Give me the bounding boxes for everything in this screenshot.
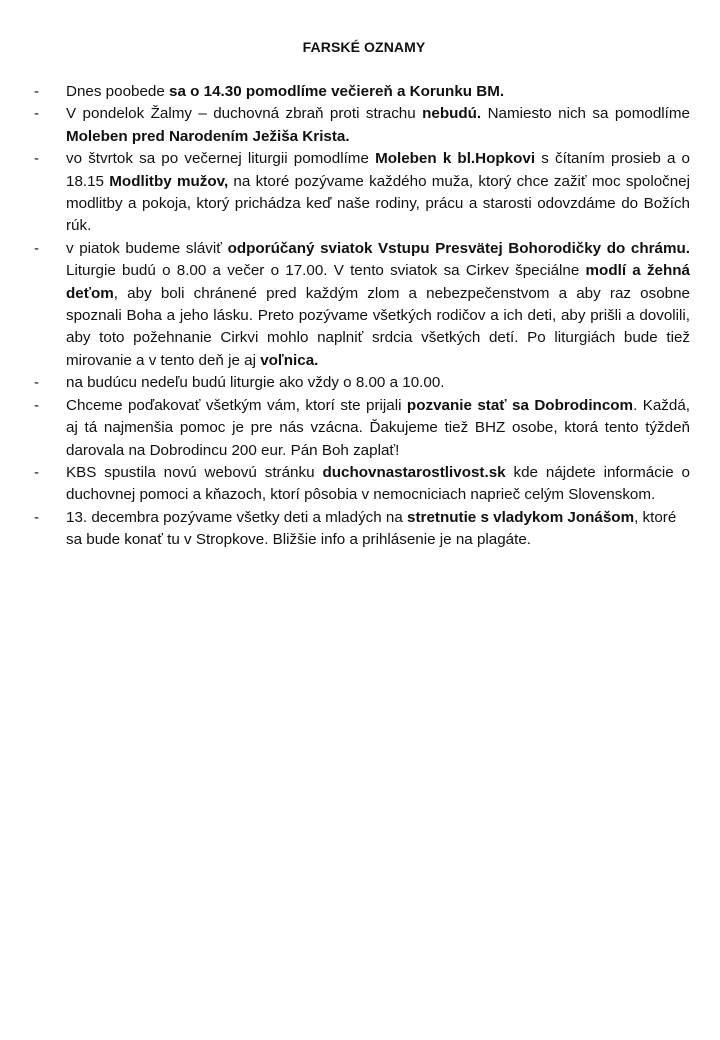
list-item bbox=[34, 148, 690, 238]
item-text: kde nájdete informácie o duchovnej pomoci a kňazoch, ktorí pôsobia v nemocniciach naprieč celým Slovenskom. bbox=[66, 463, 690, 504]
item-text-bold: stretnutie s vladykom Jonášom bbox=[407, 508, 635, 526]
bullet-dash: - bbox=[34, 105, 40, 123]
item-text: na budúcu nedeľu budú liturgie ako vždy o 8.00 a 10.00. bbox=[66, 374, 445, 392]
bullet-dash: - bbox=[34, 508, 40, 526]
bullet-dash: - bbox=[34, 396, 40, 414]
item-text: vo štvrtok sa po večernej liturgii pomodlíme bbox=[66, 150, 376, 168]
item-text-bold: sa o 14.30 pomodlíme večiereň a Korunku BM. bbox=[169, 83, 505, 100]
list-item bbox=[34, 238, 690, 372]
page-title: FARSKÉ OZNAMY bbox=[302, 39, 426, 55]
item-text: Liturgie budú o 8.00 a večer o 17.00. V tento sviatok sa Cirkev špeciálne bbox=[66, 262, 586, 280]
list-item bbox=[34, 372, 690, 394]
list-item bbox=[34, 507, 690, 552]
item-text-bold: pozvanie stať sa Dobrodincom bbox=[406, 396, 634, 414]
item-text-bold: duchovnastarostlivost.sk bbox=[322, 463, 506, 481]
item-text: v piatok budeme sláviť bbox=[66, 239, 228, 257]
list-item bbox=[34, 81, 690, 103]
bullet-dash: - bbox=[34, 374, 40, 392]
list-item bbox=[34, 395, 690, 462]
item-text-bold: Moleben pred Narodením Ježiša Krista. bbox=[66, 127, 350, 145]
bullet-dash: - bbox=[34, 83, 40, 100]
item-text-bold: Moleben k bl.Hopkovi bbox=[375, 150, 536, 168]
item-text-bold: modlí a žehná deťom bbox=[66, 262, 690, 302]
list-item bbox=[34, 103, 690, 148]
item-text-bold: voľnica. bbox=[260, 351, 319, 369]
item-text: , ktoré sa bude konať tu v Stropkove. Bližšie info a prihlásenie je na plagáte. bbox=[66, 508, 677, 549]
item-text: s čítaním prosieb a o 18.15 bbox=[66, 150, 690, 190]
list-item bbox=[34, 462, 690, 507]
item-text: Chceme poďakovať všetkým vám, ktorí ste prijali bbox=[66, 396, 407, 414]
bullet-dash: - bbox=[34, 239, 40, 257]
item-text: na ktoré pozývame každého muža, ktorý chce zažiť moc spoločnej modlitby a pokoja, ktorý prichádza keď naše rodiny, prácu a starosti odovzdáme do Božích rúk. bbox=[66, 172, 691, 235]
item-text-bold: odporúčaný sviatok Vstupu Presvätej Bohorodičky do chrámu. bbox=[227, 239, 690, 257]
item-text: KBS spustila novú webovú stránku bbox=[66, 463, 323, 481]
item-text: V pondelok Žalmy – duchovná zbraň proti strachu bbox=[66, 105, 423, 123]
item-text: Namiesto nich sa pomodlíme bbox=[481, 105, 690, 123]
item-text-bold: nebudú. bbox=[422, 105, 482, 123]
item-text: . Každá, aj tá najmenšia pomoc je pre nás vzácna. Ďakujeme tiež BHZ osobe, ktorá tento týždeň darovala na Dobrodincu 200 eur. Pán Boh zaplať! bbox=[66, 396, 691, 459]
bullet-dash: - bbox=[34, 150, 40, 168]
item-text: Dnes poobede bbox=[66, 83, 170, 100]
item-text: , aby boli chránené pred každým zlom a nebezpečenstvom a aby raz osobne spoznali Boha a jeho lásku. Preto pozývame všetkých rodičov a ich deti, aby prišli a dovolili, aby toto požehnanie Cirkvi mohlo naplniť srdcia všetkých detí. Po liturgiách bude tiež mirovanie a v tento deň je aj bbox=[66, 284, 690, 369]
bullet-dash: - bbox=[34, 463, 40, 481]
item-text: 13. decembra pozývame všetky deti a mladých na bbox=[66, 508, 408, 526]
item-text-bold: Modlitby mužov, bbox=[109, 172, 229, 190]
announcement-list bbox=[34, 81, 690, 552]
